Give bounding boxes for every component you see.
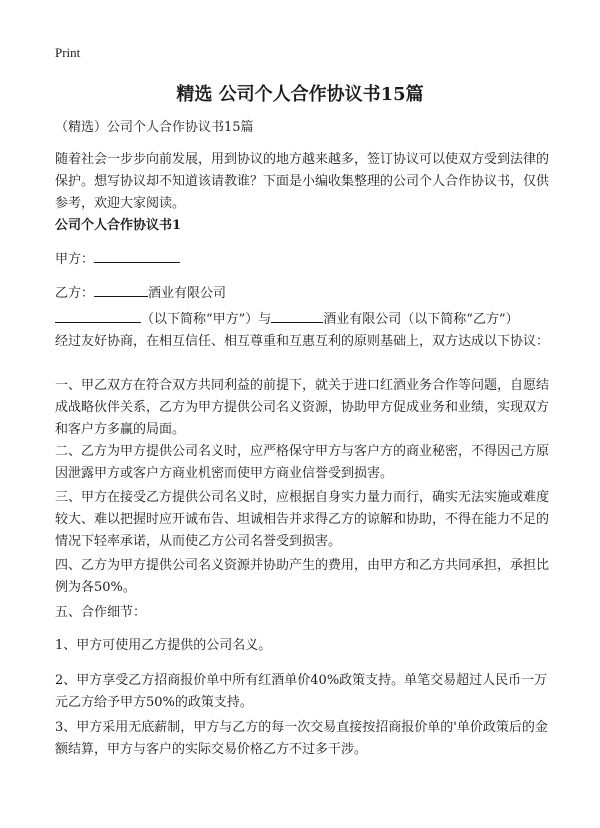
clause-1: 一、甲乙双方在符合双方共同利益的前提下，就关于进口红酒业务合作等问题，自愿结成战略伙伴关系，乙方为甲方提供公司名义资源，协助甲方促成业务和业绩，实现双方和客户方多赢的局面。	[55, 378, 550, 437]
party-b-line	[55, 282, 555, 305]
preamble-part1: （以下简称“甲方”）与	[141, 312, 272, 327]
party-b-suffix: 酒业有限公司	[148, 286, 227, 301]
party-b-label: 乙方：	[55, 286, 95, 301]
preamble-part3: 经过友好协商，在相互信任、相互尊重和互惠互利的原则基础上，双方达成以下协议：	[55, 334, 550, 349]
preamble-part2: 酒业有限公司（以下简称“乙方”）	[323, 312, 519, 327]
page-title: 精选 公司个人合作协议书15篇	[176, 84, 424, 105]
preamble-blank-b	[271, 308, 323, 323]
clause-2: 二、乙方为甲方提供公司名义时，应严格保守甲方与客户方的商业秘密，不得因己方原因泄露甲方或客户方商业机密而使甲方商业信誉受到损害。	[55, 444, 550, 481]
preamble-blank-a	[55, 308, 141, 323]
detail-3: 3、甲方采用无底薪制，甲方与乙方的每一次交易直接按招商报价单的'单价政策后的金额结算，甲方与客户的实际交易价格乙方不过多干涉。	[55, 720, 548, 757]
clause-4: 四、乙方为甲方提供公司名义资源并协助产生的费用，由甲方和乙方共同承担，承担比例为各50%。	[55, 558, 550, 595]
party-a-blank	[94, 248, 180, 263]
detail-2: 2、甲方享受乙方招商报价单中所有红酒单价40%政策支持。单笔交易超过人民币一万元乙方给予甲方50%的政策支持。	[55, 673, 548, 710]
clause-5-title: 五、合作细节：	[55, 605, 147, 620]
clause-3: 三、甲方在接受乙方提供公司名义时，应根据自身实力量力而行，确实无法实施或难度较大、难以把握时应开诚布告、坦诚相告并求得乙方的谅解和协助，不得在能力不足的情况下轻率承诺，从而使乙方公司名誉受到损害。	[55, 490, 550, 549]
party-b-blank	[94, 282, 148, 297]
intro-paragraph: 随着社会一步步向前发展，用到协议的地方越来越多，签订协议可以使双方受到法律的保护。想写协议却不知道该请教谁？下面是小编收集整理的公司个人合作协议书，仅供参考，欢迎大家阅读。	[55, 152, 550, 211]
section-title: 公司个人合作协议书1	[55, 218, 182, 233]
party-a-line	[55, 248, 555, 271]
preamble-paragraph	[55, 308, 555, 353]
detail-1: 1、甲方可使用乙方提供的公司名义。	[55, 638, 272, 653]
print-label[interactable]: Print	[55, 45, 81, 60]
party-a-label: 甲方：	[55, 252, 95, 267]
doc-subtitle: （精选）公司个人合作协议书15篇	[55, 120, 254, 135]
